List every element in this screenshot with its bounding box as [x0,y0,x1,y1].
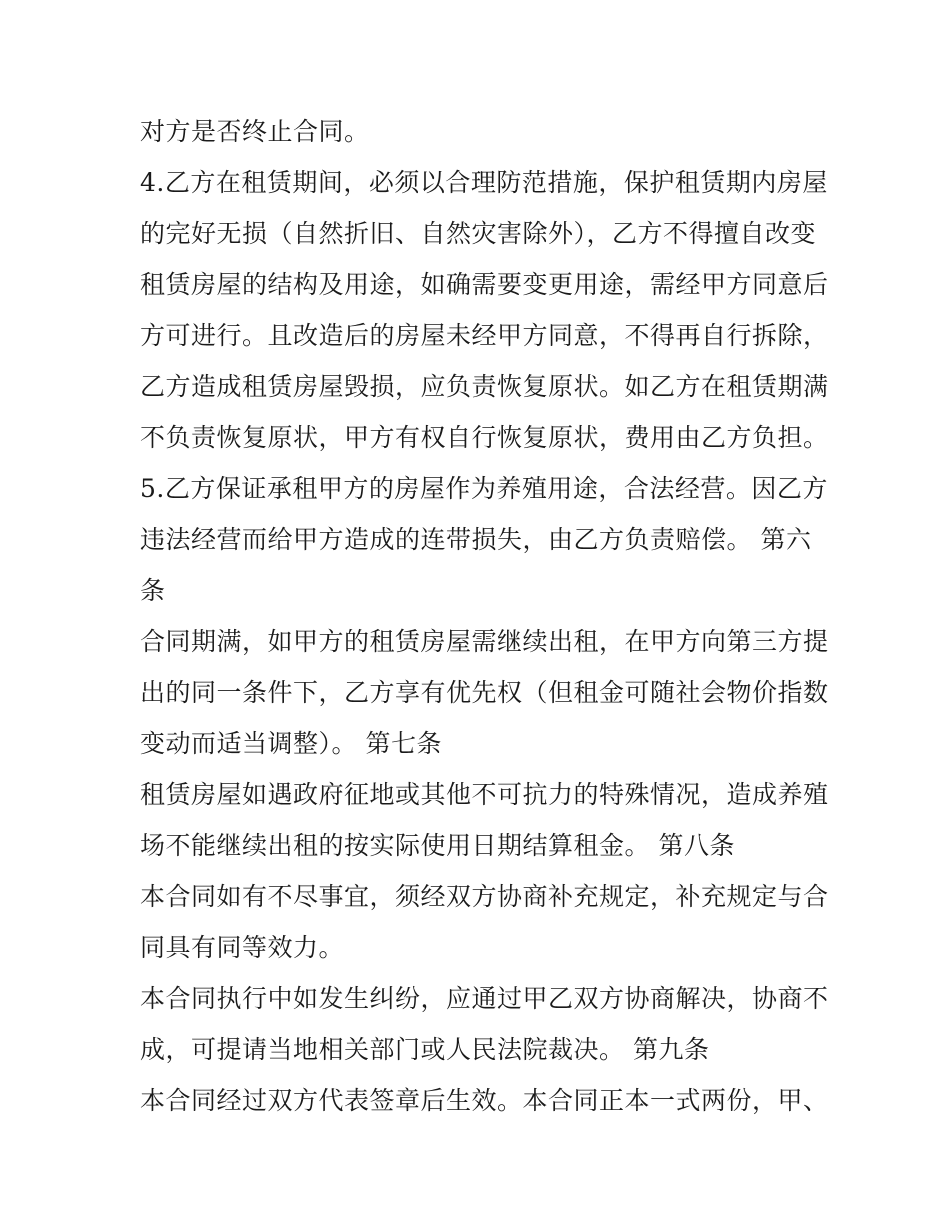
text-line: 本合同经过双方代表签章后生效。本合同正本一式两份，甲、 [140,1086,829,1115]
text-line: 场不能继续出租的按实际使用日期结算租金。 第八条 [140,831,735,860]
text-line: 合同期满，如甲方的租赁房屋需继续出租，在甲方向第三方提 [140,627,829,656]
text-line: 成，可提请当地相关部门或人民法院裁决。 第九条 [140,1035,710,1064]
text-line: 对方是否终止合同。 [140,117,370,146]
text-line: 变动而适当调整）。 第七条 [140,729,442,758]
text-line: 同具有同等效力。 [140,933,345,962]
text-line: 乙方造成租赁房屋毁损，应负责恢复原状。如乙方在租赁期满 [140,372,829,401]
text-line: 出的同一条件下，乙方享有优先权（但租金可随社会物价指数 [140,678,829,707]
text-line: 方可进行。且改造后的房屋未经甲方同意，不得再自行拆除， [140,321,829,350]
text-line: 不负责恢复原状，甲方有权自行恢复原状，费用由乙方负担。 [140,423,829,452]
text-line: 的完好无损（自然折旧、自然灾害除外），乙方不得擅自改变 [140,219,817,248]
text-line: 租赁房屋的结构及用途，如确需要变更用途，需经甲方同意后 [140,270,829,299]
text-line: 4.乙方在租赁期间，必须以合理防范措施，保护租赁期内房屋 [140,168,828,197]
text-line: 违法经营而给甲方造成的连带损失，由乙方负责赔偿。 第六 [140,525,812,554]
text-line: 租赁房屋如遇政府征地或其他不可抗力的特殊情况，造成养殖 [140,780,829,809]
text-line: 条 [140,576,166,605]
text-line: 5.乙方保证承租甲方的房屋作为养殖用途，合法经营。因乙方 [140,474,828,503]
text-line: 本合同执行中如发生纠纷，应通过甲乙双方协商解决，协商不 [140,984,829,1013]
contract-text-body [140,106,830,1126]
text-line: 本合同如有不尽事宜，须经双方协商补充规定，补充规定与合 [140,882,829,911]
